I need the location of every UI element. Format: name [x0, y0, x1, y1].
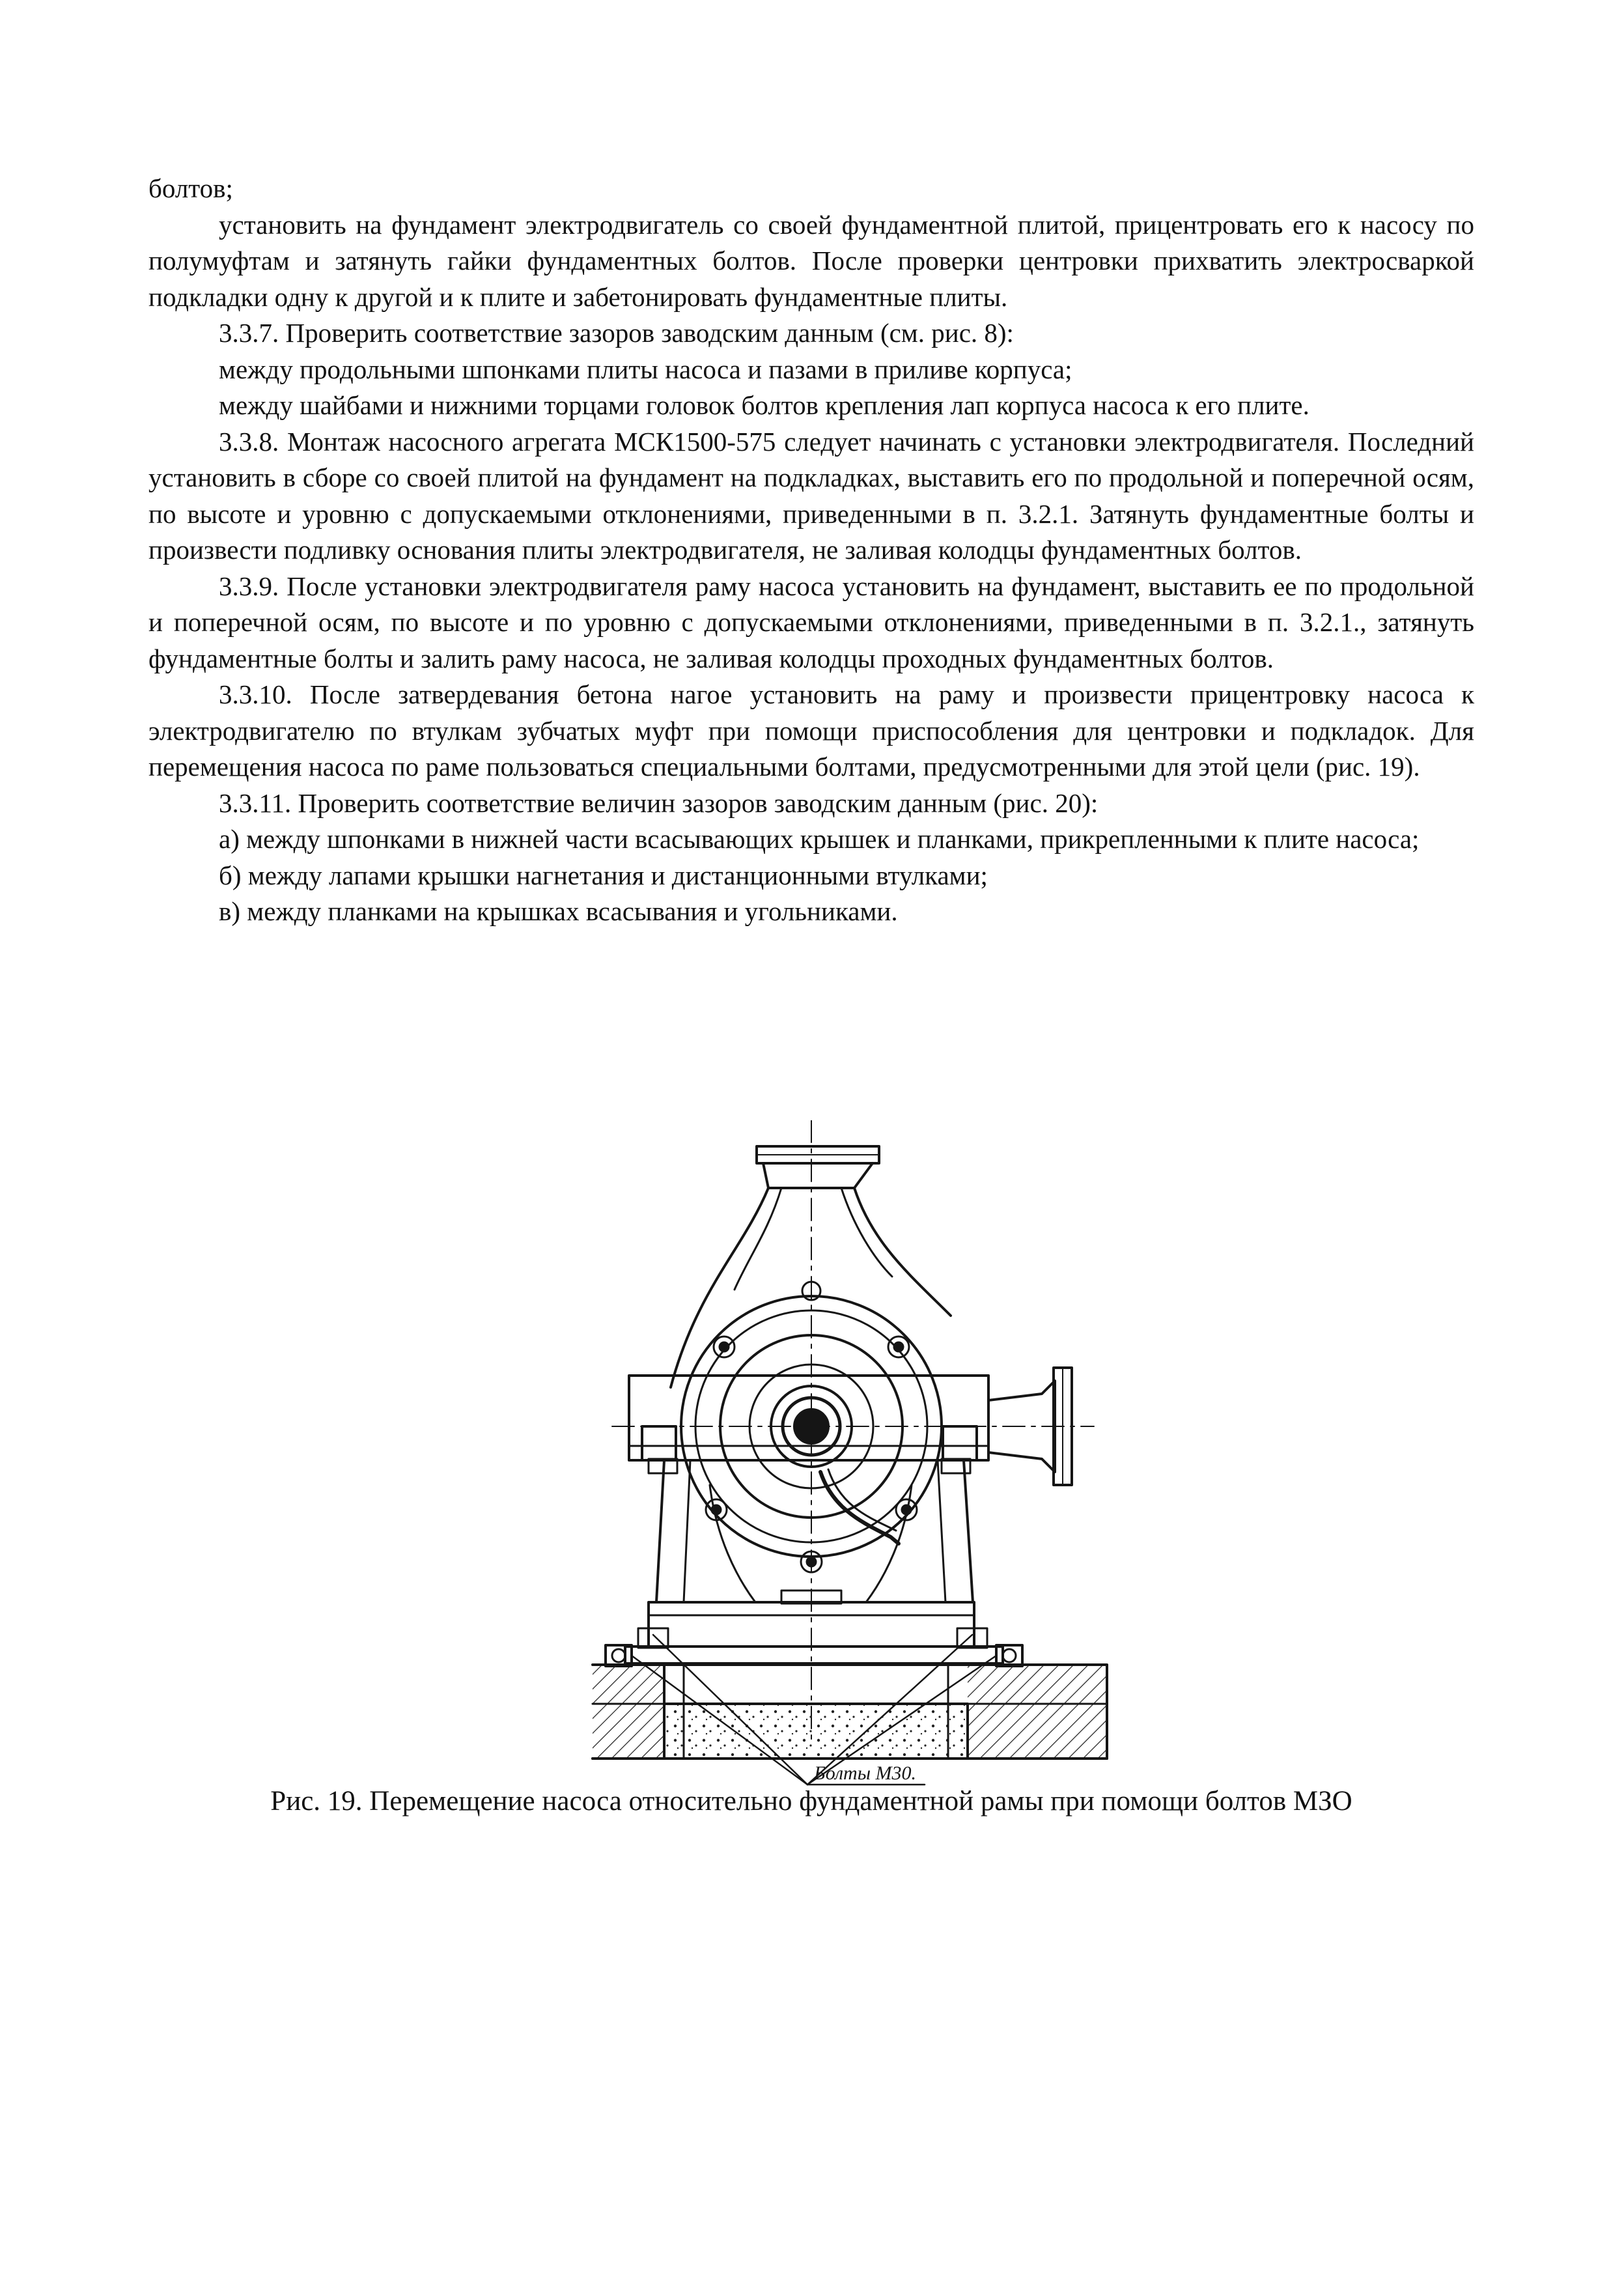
paragraph-washers-gap: между шайбами и нижними торцами головок болтов крепления лап корпуса насоса к его плите.	[219, 390, 1309, 420]
paragraph-3-3-8: 3.3.8. Монтаж насосного агрегата МСК1500-575 следует начинать с установки электродвигателя. Последний установить в сборе со своей плитой на фундамент на подкладках, выставить его по продольной и поперечной осям, по высоте и уровню с допускаемыми отклонениями, приведенными в п. 3.2.1. Затянуть фундаментные болты и произвести подливку основания плиты электродвигателя, не заливая колодцы фундаментных болтов.	[148, 426, 1474, 565]
pump-drawing-figure	[586, 1120, 1172, 1804]
paragraph-continuation: болтов;	[148, 173, 233, 203]
paragraph-3-3-10: 3.3.10. После затвердевания бетона нагое установить на раму и произвести прицентровку насоса к электродвигателю по втулкам зубчатых муфт при помощи приспособления для центровки и подкладок. Для перемещения насоса по раме пользоваться специальными болтами, предусмотренными для этой цели (рис. 19).	[148, 679, 1474, 782]
paragraph-motor-install: установить на фундамент электродвигатель со своей фундаментной плитой, прицентровать его к насосу по полумуфтам и затянуть гайки фундаментных болтов. После проверки центровки прихватить электросваркой подкладки одну к другой и к плите и забетонировать фундаментные плиты.	[148, 209, 1474, 312]
bolts-callout-label: Болты М30.	[814, 1762, 917, 1784]
list-item-a: а) между шпонками в нижней части всасывающих крышек и планками, прикрепленными к плите насоса;	[219, 824, 1420, 854]
pump-drawing	[586, 1120, 1172, 1804]
base-frame	[606, 1590, 1022, 1666]
list-item-b: б) между лапами крышки нагнетания и дистанционными втулками;	[219, 860, 988, 890]
figure-caption: Рис. 19. Перемещение насоса относительно фундаментной рамы при помощи болтов МЗО	[270, 1786, 1352, 1816]
paragraph-3-3-7: 3.3.7. Проверить соответствие зазоров заводским данным (см. рис. 8):	[219, 318, 1014, 348]
paragraph-keys-gap: между продольными шпонками плиты насоса и пазами в приливе корпуса;	[219, 354, 1072, 384]
paragraph-3-3-11: 3.3.11. Проверить соответствие величин зазоров заводским данным (рис. 20):	[219, 787, 1099, 818]
foundation	[593, 1665, 1107, 1759]
list-item-c: в) между планками на крышках всасывания и угольниками.	[219, 896, 898, 926]
paragraph-3-3-9: 3.3.9. После установки электродвигателя раму насоса установить на фундамент, выставить ее по продольной и поперечной осям, по высоте и по уровню с допускаемыми отклонениями, приведенными в п. 3.2.1., затянуть фундаментные болты и залить раму насоса, не заливая колодцы проходных фундаментных болтов.	[148, 571, 1474, 673]
body-text	[148, 171, 1474, 930]
volute-rings	[681, 1296, 942, 1557]
